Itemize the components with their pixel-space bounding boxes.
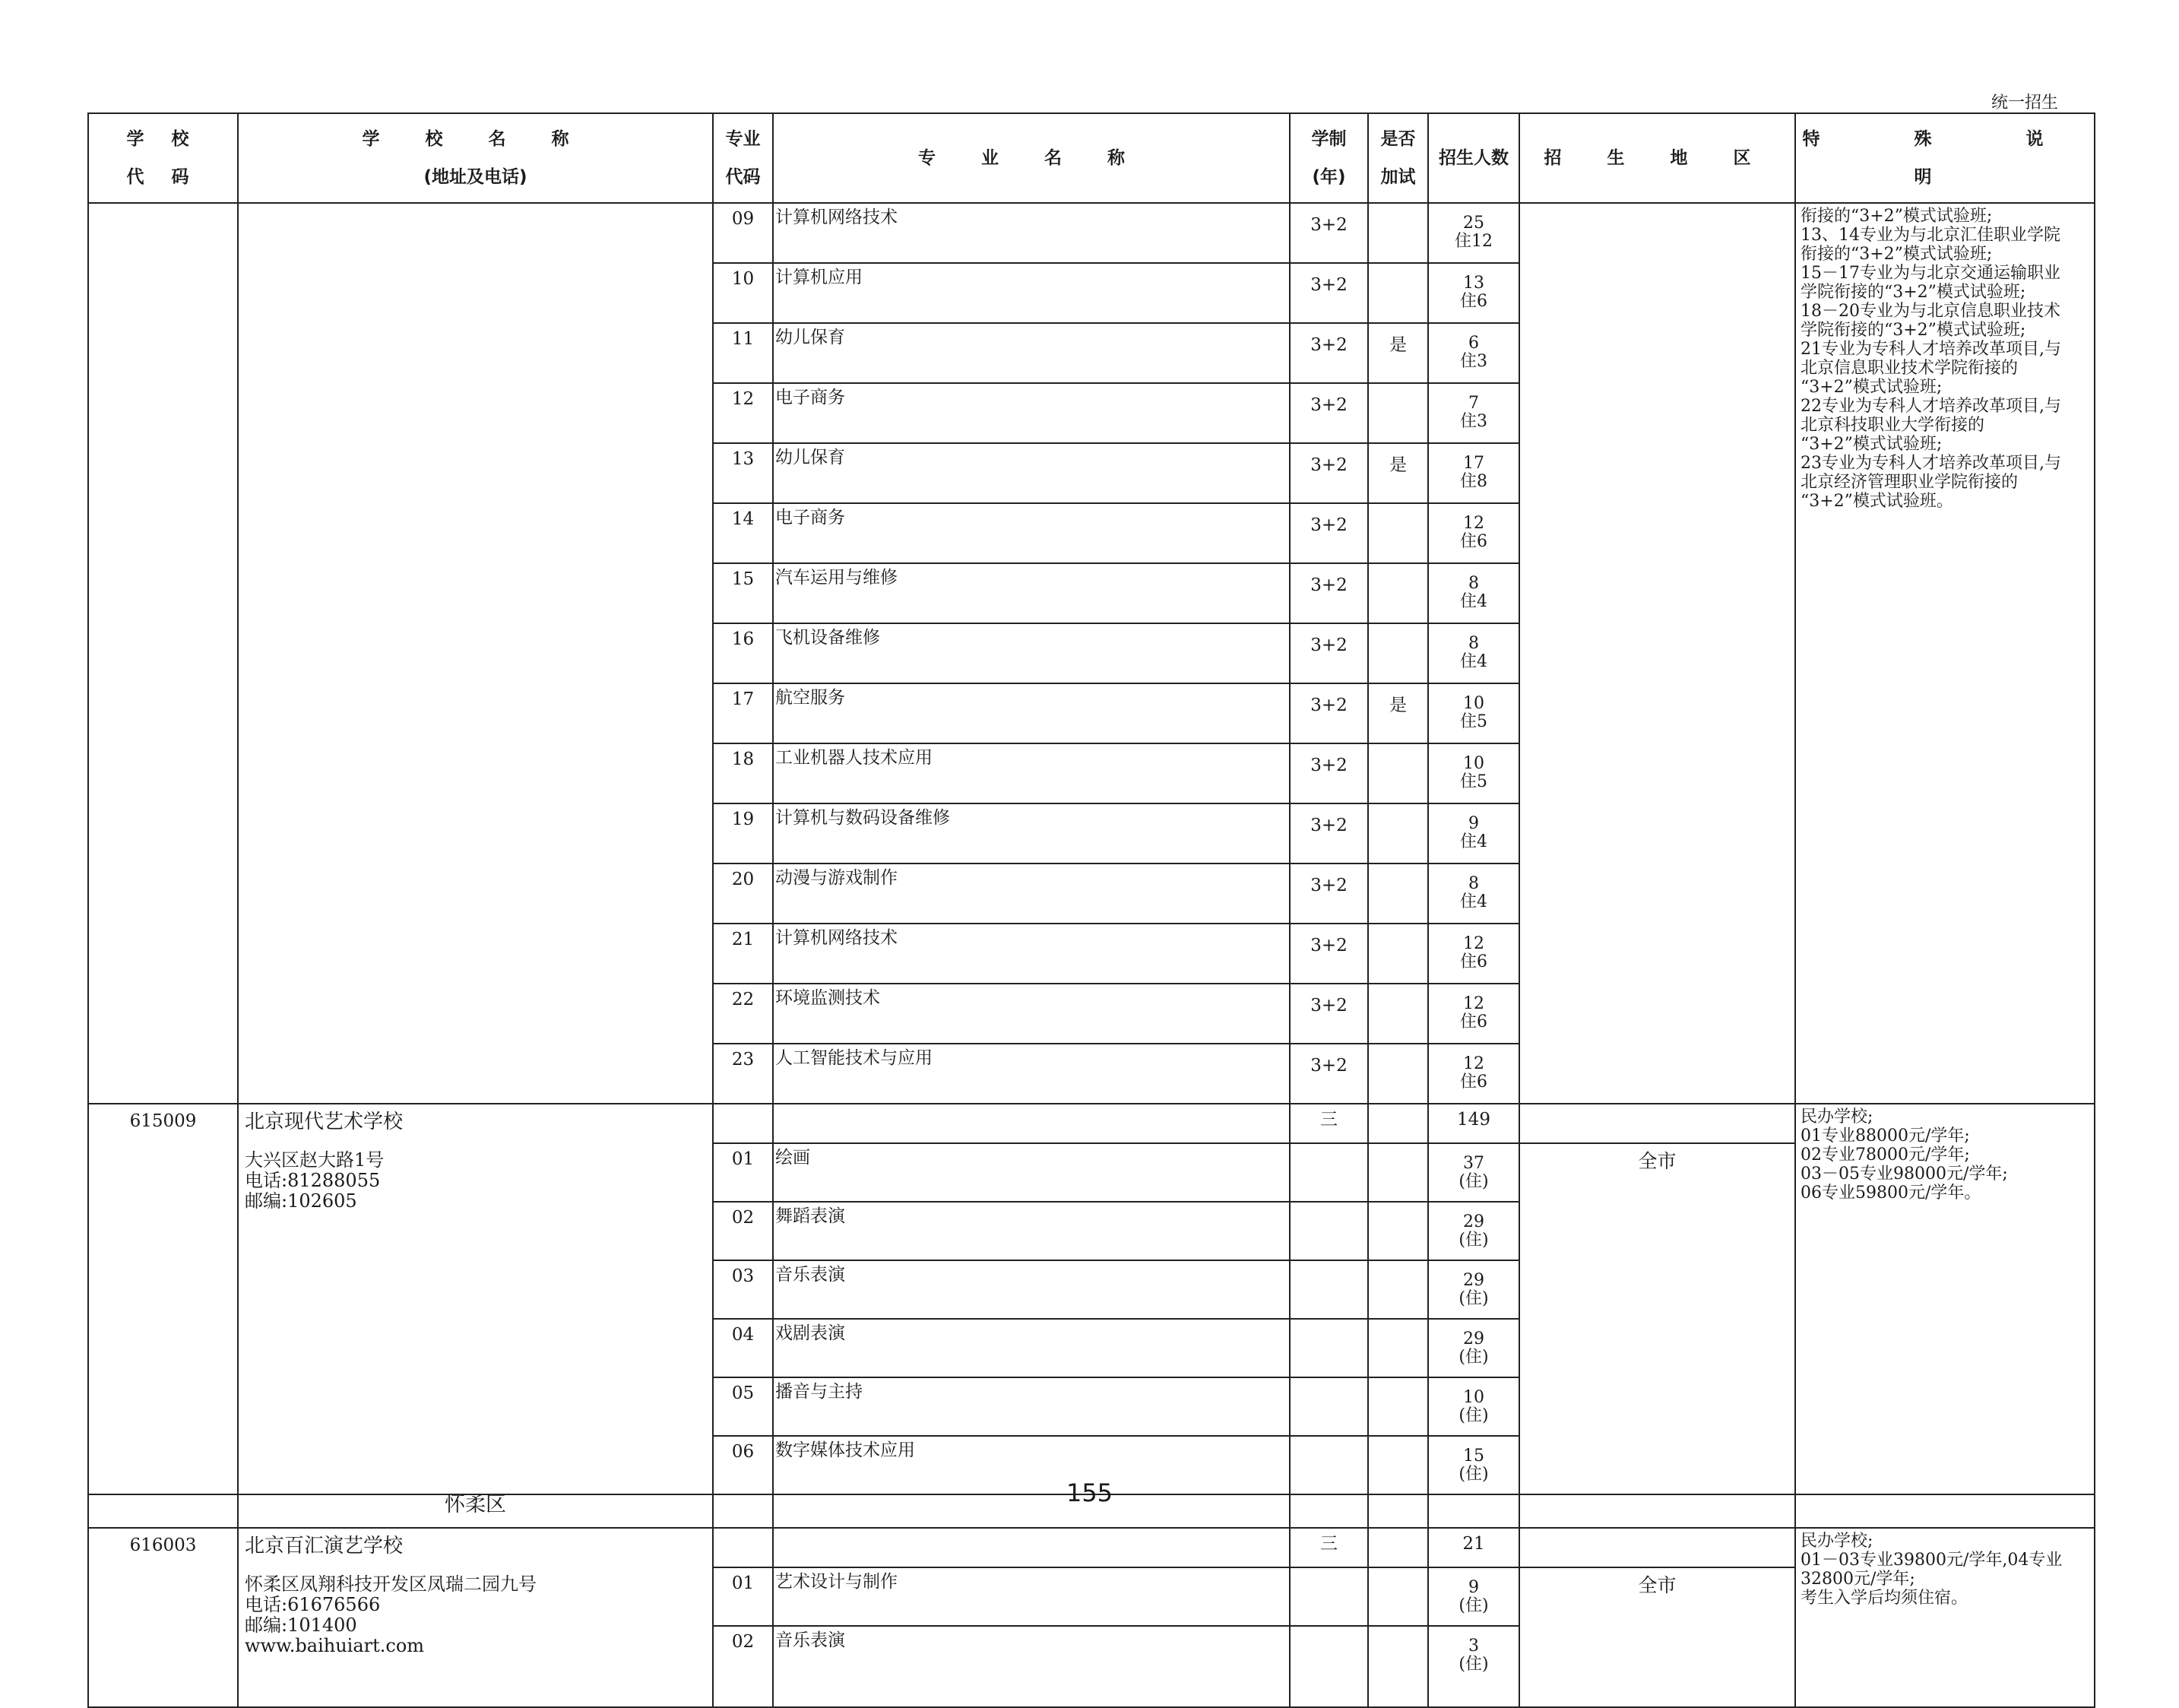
note-line: 北京经济管理职业学院衔接的 [1801,473,2019,492]
duration [1290,1567,1368,1626]
enrollment-region: 全市 [1519,1567,1795,1707]
note-line: 01－03专业39800元/学年,04专业 [1801,1551,2063,1570]
note-line: “3+2”模式试验班; [1801,435,1943,454]
enrollment-count: 10 (住) [1428,1377,1519,1436]
duration [1290,1202,1368,1260]
enrollment-count: 10 住5 [1428,743,1519,803]
header-school-name: 学 校 名 称 (地址及电话) [238,113,713,203]
major-name: 人工智能技术与应用 [773,1044,1290,1104]
note-line: 民办学校; [1801,1532,1873,1551]
major-code [713,1528,773,1567]
major-name: 计算机与数码设备维修 [773,803,1290,864]
note-line: 学院衔接的“3+2”模式试验班; [1801,283,2026,302]
major-name: 汽车运用与维修 [773,563,1290,623]
extra-test [1368,1202,1428,1260]
enrollment-count: 17 住8 [1428,443,1519,503]
note-line: 01专业88000元/学年; [1801,1127,1970,1146]
duration: 3+2 [1290,203,1368,263]
enrollment-count: 29 (住) [1428,1260,1519,1319]
note-line: 22专业为专科人才培养改革项目,与 [1801,397,2061,416]
major-code: 15 [713,563,773,623]
duration: 三 [1290,1528,1368,1567]
enrollment-count: 10 住5 [1428,683,1519,743]
major-code: 16 [713,623,773,683]
enrollment-count: 37 (住) [1428,1143,1519,1202]
major-code [713,1104,773,1143]
header-notes: 特 殊 说 明 [1795,113,2095,203]
region-cell [1519,203,1795,1104]
school-code: 616003 [88,1528,238,1707]
special-notes [1795,1528,2095,1707]
duration: 3+2 [1290,743,1368,803]
major-code: 04 [713,1319,773,1377]
major-code: 03 [713,1260,773,1319]
duration: 3+2 [1290,383,1368,443]
extra-test [1368,743,1428,803]
major-name: 舞蹈表演 [773,1202,1290,1260]
note-line: 衔接的“3+2”模式试验班; [1801,207,1993,226]
enrollment-count: 8 住4 [1428,864,1519,924]
major-code: 02 [713,1626,773,1707]
header-school-code: 学 校 代 码 [88,113,238,203]
school-postcode: 邮编:101400 [245,1615,357,1636]
school-name: 北京百汇演艺学校 [245,1535,404,1557]
school-code-cell [88,203,238,1104]
note-line: 衔接的“3+2”模式试验班; [1801,245,1993,264]
extra-test [1368,263,1428,323]
extra-test: 是 [1368,443,1428,503]
extra-test [1368,1260,1428,1319]
enrollment-count: 29 (住) [1428,1202,1519,1260]
duration [1290,1260,1368,1319]
duration: 3+2 [1290,984,1368,1044]
enrollment-count: 12 住6 [1428,924,1519,984]
school-info [238,1528,713,1707]
duration: 3+2 [1290,563,1368,623]
school-name: 北京现代艺术学校 [245,1111,404,1133]
header-duration: 学制 (年) [1290,113,1368,203]
note-line: 06专业59800元/学年。 [1801,1184,1981,1203]
duration: 3+2 [1290,924,1368,984]
enrollment-count: 29 (住) [1428,1319,1519,1377]
extra-test [1368,503,1428,563]
enrollment-count: 12 住6 [1428,503,1519,563]
major-code: 11 [713,323,773,383]
header-major-code: 专业 代码 [713,113,773,203]
major-name: 环境监测技术 [773,984,1290,1044]
major-name [773,1104,1290,1143]
enrollment-count: 12 住6 [1428,984,1519,1044]
extra-test [1368,864,1428,924]
duration: 3+2 [1290,864,1368,924]
extra-test [1368,1319,1428,1377]
major-code: 05 [713,1377,773,1436]
major-code: 09 [713,203,773,263]
note-line: “3+2”模式试验班; [1801,378,1943,397]
extra-test [1368,203,1428,263]
duration: 3+2 [1290,503,1368,563]
major-name: 戏剧表演 [773,1319,1290,1377]
duration [1290,1377,1368,1436]
admission-type-label: 统一招生 [1991,93,2058,112]
major-name: 工业机器人技术应用 [773,743,1290,803]
header-row [88,113,2095,203]
duration [1290,1143,1368,1202]
school-address: 大兴区赵大路1号 [245,1149,385,1171]
note-line: “3+2”模式试验班。 [1801,492,1953,511]
major-name: 计算机网络技术 [773,203,1290,263]
major-name: 动漫与游戏制作 [773,864,1290,924]
note-line: 03－05专业98000元/学年; [1801,1165,2008,1184]
school-info [238,1104,713,1494]
enrollment-count: 9 住4 [1428,803,1519,864]
enrollment-count: 8 住4 [1428,623,1519,683]
duration: 3+2 [1290,323,1368,383]
header-major-name: 专 业 名 称 [773,113,1290,203]
enrollment-total: 149 [1428,1104,1519,1143]
duration [1290,1626,1368,1707]
major-code: 13 [713,443,773,503]
extra-test: 是 [1368,683,1428,743]
duration: 3+2 [1290,623,1368,683]
major-name: 播音与主持 [773,1377,1290,1436]
note-line: 21专业为专科人才培养改革项目,与 [1801,340,2061,359]
table-row [88,203,2095,263]
school-postcode: 邮编:102605 [245,1190,357,1212]
extra-test [1368,1104,1428,1143]
special-notes [1795,1104,2095,1494]
major-code: 14 [713,503,773,563]
school-code: 615009 [88,1104,238,1494]
major-code: 02 [713,1202,773,1260]
region-blank [1519,1528,1795,1567]
duration: 3+2 [1290,803,1368,864]
school-summary-row [88,1104,2095,1143]
extra-test [1368,1528,1428,1567]
enrollment-count: 15 (住) [1428,1436,1519,1494]
major-name: 绘画 [773,1143,1290,1202]
enrollment-count: 7 住3 [1428,383,1519,443]
major-code: 06 [713,1436,773,1494]
extra-test [1368,563,1428,623]
enrollment-total: 21 [1428,1528,1519,1567]
enrollment-table [87,112,2095,1708]
major-name: 数字媒体技术应用 [773,1436,1290,1494]
note-line: 北京信息职业技术学院衔接的 [1801,359,2019,378]
extra-test [1368,1567,1428,1626]
extra-test [1368,1044,1428,1104]
extra-test [1368,1143,1428,1202]
school-summary-row [88,1528,2095,1567]
major-code: 10 [713,263,773,323]
duration: 3+2 [1290,1044,1368,1104]
note-line: 学院衔接的“3+2”模式试验班; [1801,321,2026,340]
extra-test [1368,623,1428,683]
major-name: 幼儿保育 [773,323,1290,383]
enrollment-count: 25 住12 [1428,203,1519,263]
page-number: 155 [1066,1478,1113,1507]
extra-test [1368,1377,1428,1436]
major-code: 17 [713,683,773,743]
note-line: 13、14专业为与北京汇佳职业学院 [1801,226,2060,245]
duration: 3+2 [1290,683,1368,743]
major-name: 航空服务 [773,683,1290,743]
major-name: 计算机应用 [773,263,1290,323]
note-line: 32800元/学年; [1801,1570,1915,1589]
note-line: 23专业为专科人才培养改革项目,与 [1801,454,2061,473]
school-address: 怀柔区凤翔科技开发区凤瑞二园九号 [245,1573,537,1595]
major-code: 22 [713,984,773,1044]
major-code: 23 [713,1044,773,1104]
enrollment-count: 9 (住) [1428,1567,1519,1626]
duration: 3+2 [1290,263,1368,323]
major-name: 音乐表演 [773,1260,1290,1319]
major-code: 18 [713,743,773,803]
header-region: 招 生 地 区 [1519,113,1795,203]
duration [1290,1319,1368,1377]
major-code: 19 [713,803,773,864]
extra-test [1368,383,1428,443]
enrollment-count: 13 住6 [1428,263,1519,323]
district-name: 怀柔区 [238,1494,713,1528]
enrollment-count: 12 住6 [1428,1044,1519,1104]
enrollment-count: 8 住4 [1428,563,1519,623]
note-line: 民办学校; [1801,1108,1873,1127]
major-name: 电子商务 [773,503,1290,563]
school-phone: 电话:81288055 [245,1170,381,1191]
enrollment-region: 全市 [1519,1143,1795,1494]
major-name: 计算机网络技术 [773,924,1290,984]
extra-test: 是 [1368,323,1428,383]
major-name [773,1528,1290,1567]
note-line: 北京科技职业大学衔接的 [1801,416,1985,435]
header-enrollment: 招生人数 [1428,113,1519,203]
major-code: 21 [713,924,773,984]
major-name: 飞机设备维修 [773,623,1290,683]
region-blank [1519,1104,1795,1143]
note-line: 18－20专业为与北京信息职业技术 [1801,302,2060,321]
school-website: www.baihuiart.com [245,1635,425,1656]
major-name: 电子商务 [773,383,1290,443]
duration: 三 [1290,1104,1368,1143]
school-info-cell [238,203,713,1104]
school-phone: 电话:61676566 [245,1594,381,1615]
major-code: 12 [713,383,773,443]
major-name: 艺术设计与制作 [773,1567,1290,1626]
enrollment-count: 3 (住) [1428,1626,1519,1707]
extra-test [1368,1626,1428,1707]
extra-test [1368,984,1428,1044]
major-name: 幼儿保育 [773,443,1290,503]
duration: 3+2 [1290,443,1368,503]
major-name: 音乐表演 [773,1626,1290,1707]
major-code: 01 [713,1567,773,1626]
major-code: 01 [713,1143,773,1202]
special-notes [1795,203,2095,1104]
extra-test [1368,924,1428,984]
enrollment-count: 6 住3 [1428,323,1519,383]
extra-test [1368,803,1428,864]
note-line: 考生入学后均须住宿。 [1801,1589,1968,1608]
header-extra-test: 是否 加试 [1368,113,1428,203]
note-line: 02专业78000元/学年; [1801,1146,1970,1165]
note-line: 15－17专业为与北京交通运输职业 [1801,264,2060,283]
major-code: 20 [713,864,773,924]
